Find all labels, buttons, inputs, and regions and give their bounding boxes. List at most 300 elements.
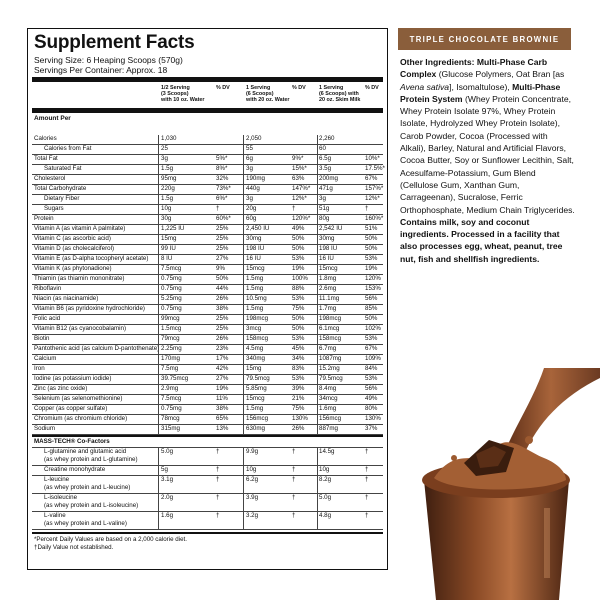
column-divider [158,205,159,214]
nutrient-label: Vitamin D (as cholecalciferol) [34,245,115,252]
column-divider [158,494,159,511]
column-divider [158,225,159,234]
dv-value: 88% [292,285,305,292]
dv-value: 53% [292,335,305,342]
column-divider [317,325,318,334]
dv-value: 67% [365,175,378,182]
amount-value: 30mg [246,235,262,242]
amount-value: 79.5mcg [246,375,270,382]
dv-value: † [216,466,220,473]
amount-value: 2.0g [161,494,174,501]
protein-system-label: Multi-Phase Protein System [400,81,561,104]
nutrient-label: Riboflavin [34,285,62,292]
cofactor-label [44,512,127,527]
nutrient-row [32,175,383,185]
nutrient-row [32,255,383,265]
column-divider [243,385,244,394]
amount-value: 198 IU [246,245,265,252]
column-divider [243,145,244,154]
nutrient-label: Protein [34,215,54,222]
dv-value: 19% [292,265,305,272]
amount-value: 10.5mg [246,295,267,302]
nutrient-row [32,195,383,205]
column-divider [317,375,318,384]
footnote: †Daily Value not established. [34,544,114,551]
column-divider [158,512,159,529]
droplet [451,455,457,461]
dv-value: † [365,476,369,483]
column-divider [317,205,318,214]
dv-value: 50% [292,325,305,332]
column-divider [243,295,244,304]
amount-value: 1.5g [161,195,174,202]
amount-value: 34mcg [319,395,338,402]
column-divider [243,255,244,264]
amount-value: 1.5mg [246,275,264,282]
amount-value: 16 IU [246,255,261,262]
amount-value: 5.0g [161,448,174,455]
column-divider [243,285,244,294]
column-divider [158,175,159,184]
column-divider [158,425,159,434]
dv-value: 83% [292,365,305,372]
droplet [525,436,533,444]
column-divider [243,476,244,493]
amount-value: 3.1g [161,476,174,483]
column-divider [243,305,244,314]
amount-value: 16 IU [319,255,334,262]
dv-value: 50% [292,235,305,242]
nutrient-row [32,355,383,365]
column-divider [158,215,159,224]
column-divider [317,448,318,465]
amount-value: 2,260 [319,135,335,142]
dv-value: † [292,512,296,519]
dv-value: 56% [365,295,378,302]
dv-value: 38% [216,305,229,312]
amount-value: 20g [246,205,257,212]
nutrient-row [32,155,383,165]
amount-value: 0.75mg [161,405,182,412]
nutrient-row [32,265,383,275]
column-divider [317,415,318,424]
column-divider [317,255,318,264]
amount-value: 1.5mcg [161,325,182,332]
cofactor-row [32,494,383,512]
amount-value: 5.85mg [246,385,267,392]
nutrient-row [32,215,383,225]
dv-value: 51% [365,225,378,232]
dv-value: † [365,205,369,212]
amount-value: 15mcg [246,265,265,272]
dv-value: 15%* [292,165,307,172]
allergen-statement: Contains milk, soy and coconut ingredients. Processed in a facility that also processes egg, wheat, peanut, tree nut, fish and shellfish ingredients. [400,216,563,264]
chocolate-shake-image [394,368,600,600]
column-divider [317,295,318,304]
column-divider [317,225,318,234]
column-divider [158,365,159,374]
column-divider [317,185,318,194]
amount-value: 630mg [246,425,265,432]
dv-value: 17.5%* [365,165,385,172]
column-divider [158,405,159,414]
column-divider [243,205,244,214]
amount-value: 1087mg [319,355,342,362]
amount-value: 2,050 [246,135,262,142]
nutrient-row [32,275,383,285]
column-divider [317,355,318,364]
dv-value: 50% [292,245,305,252]
dv-value: 100% [292,275,308,282]
nutrient-label: Vitamin B6 (as pyridoxine hydrochloride) [34,305,145,312]
column-divider [317,275,318,284]
col1-dv-header: % DV [216,85,230,91]
column-divider [243,355,244,364]
col1-header [161,85,205,103]
nutrient-row [32,315,383,325]
dv-value: 23% [216,345,229,352]
dv-value: † [216,494,220,501]
dv-value: † [292,448,296,455]
amount-value: 156mcg [246,415,269,422]
amount-value: 3.2g [246,512,259,519]
dv-value: 27% [216,375,229,382]
amount-value: 1.5mg [246,285,264,292]
dv-value: 50% [292,315,305,322]
dv-value: 5%* [216,155,228,162]
amount-value: 887mg [319,425,338,432]
dv-value: 9% [216,265,225,272]
nutrient-label: Cholesterol [34,175,66,182]
amount-value: 1.5mg [246,405,264,412]
amount-value: 440g [246,185,260,192]
amount-value: 39.75mcg [161,375,189,382]
dv-value: 53% [292,255,305,262]
amount-value: 5g [161,466,168,473]
column-divider [158,345,159,354]
nutrient-row [32,295,383,305]
amount-value: 60g [246,215,257,222]
column-divider [317,245,318,254]
column-divider [158,395,159,404]
amount-value: 1.5g [161,165,174,172]
cofactor-label-line: L-valine [44,512,66,519]
cofactor-label [44,466,105,474]
column-divider [243,155,244,164]
amount-value: 200mg [319,175,338,182]
column-divider [158,235,159,244]
column-divider [243,466,244,475]
dv-value: 53% [292,375,305,382]
dv-value: 21% [292,395,305,402]
nutrient-label: Copper (as copper sulfate) [34,405,108,412]
nutrient-label: Zinc (as zinc oxide) [34,385,88,392]
column-divider [243,335,244,344]
column-divider [317,395,318,404]
dv-value: 73%* [216,185,231,192]
amount-value: 1,030 [161,135,177,142]
nutrient-row [32,165,383,175]
nutrient-label: Vitamin A (as vitamin A palmitate) [34,225,126,232]
column-divider [317,265,318,274]
column-divider [317,155,318,164]
nutrient-row [32,405,383,415]
column-divider [243,425,244,434]
dv-value: 39% [292,385,305,392]
dv-value: 147%* [292,185,311,192]
dv-value: 42% [216,365,229,372]
amount-value: 471g [319,185,333,192]
amount-value: 30g [161,215,172,222]
dv-value: 38% [216,405,229,412]
column-divider [158,305,159,314]
dv-value: 53% [365,375,378,382]
amount-value: 1.7mg [319,305,337,312]
amount-value: 99mcg [161,315,180,322]
column-divider [243,325,244,334]
nutrient-row [32,205,383,215]
nutrient-row [32,385,383,395]
amount-value: 8 IU [161,255,173,262]
col1-header-line: 1/2 Serving [161,85,190,91]
amount-value: 55 [246,145,253,152]
dv-value: 12%* [292,195,307,202]
nutrient-label: Folic acid [34,315,61,322]
column-divider [158,185,159,194]
amount-value: 3g [246,195,253,202]
nutrient-row [32,305,383,315]
amount-value: 15mg [161,235,177,242]
dv-value: 27% [216,255,229,262]
cofactor-label-line: L-isoleucine [44,494,78,501]
amount-value: 198mcg [246,315,269,322]
cofactor-row [32,448,383,466]
amount-value: 158mcg [246,335,269,342]
nutrient-label: Sodium [34,425,55,432]
amount-value: 15mg [246,365,262,372]
column-divider [158,325,159,334]
nutrient-label: Niacin (as niacinamide) [34,295,99,302]
column-divider [317,345,318,354]
thick-rule [32,77,383,82]
cofactor-row [32,512,383,530]
ingredients-italic: Avena sativa [400,81,450,92]
nutrient-row [32,365,383,375]
footnote: *Percent Daily Values are based on a 2,000 calorie diet. [34,536,187,543]
column-divider [317,385,318,394]
amount-value: 78mcg [161,415,180,422]
col2-header [246,85,290,103]
amount-value: 6.2g [246,476,259,483]
amount-value: 95mg [161,175,177,182]
column-divider [158,245,159,254]
amount-per-label: Amount Per [34,115,71,122]
dv-value: 50% [216,275,229,282]
dv-value: 157%* [365,185,384,192]
amount-value: 220g [161,185,175,192]
ingredients-part: (Whey Protein Concentrate, Whey Protein Isolate 97%, Whey Protein Isolate, Hydrolyzed Whey Protein Isolate), Carob Powder, Cocoa (Processed with Alkali), Barley, Natural and Artificial Flavors, Cocoa Butter, Soy or Sunflower Lecithin, Salt, Acesulfame-Potassium, Gum Blend (Cellulose Gum, Xanthan Gum, Carrageenan), Sucralose, Ferric Orthophosphate, Medium Chain Triglycerides. [400,93,575,215]
dv-value: 6%* [216,195,228,202]
amount-value: 1.8mg [319,275,337,282]
ingredients-text [400,56,575,265]
amount-value: 30mg [319,235,335,242]
amount-value: 25 [161,145,168,152]
amount-value: 198 IU [319,245,338,252]
column-divider [243,275,244,284]
amount-value: 7.5mg [161,365,179,372]
column-divider [317,235,318,244]
column-divider [243,395,244,404]
column-divider [317,425,318,434]
col3-header [319,85,360,103]
dv-value: 160%* [365,215,384,222]
column-divider [243,494,244,511]
nutrient-row [32,335,383,345]
dv-value: 26% [292,425,305,432]
amount-value: 11.1mg [319,295,340,302]
serving-info [34,55,183,75]
column-divider [158,415,159,424]
column-divider [317,175,318,184]
nutrient-row [32,135,383,145]
dv-value: 56% [365,385,378,392]
nutrient-label: Calcium [34,355,57,362]
amount-value: 3mcg [246,325,262,332]
servings-per-container: Servings Per Container: Approx. 18 [34,65,168,75]
dv-value: 17% [216,355,229,362]
panel-title: Supplement Facts [34,32,195,53]
cofactor-label [44,448,138,463]
column-divider [317,335,318,344]
dv-value: 25% [216,245,229,252]
nutrient-label: Total Fat [34,155,58,162]
column-divider [317,305,318,314]
amount-value: 170mg [161,355,180,362]
dv-value: 109% [365,355,381,362]
column-divider [317,165,318,174]
column-divider [158,476,159,493]
column-divider [317,365,318,374]
supplement-facts-panel [27,28,388,570]
cofactor-label-line: (as whey protein and L-isoleucine) [44,501,139,509]
cofactor-label [44,476,130,491]
column-divider [243,215,244,224]
amount-value: 15mcg [319,265,338,272]
nutrient-label: Chromium (as chromium chloride) [34,415,128,422]
column-divider [317,315,318,324]
amount-value: 6g [246,155,253,162]
nutrient-label: Sugars [44,205,64,212]
col1-header-line: (3 Scoops) [161,91,189,97]
dv-value: † [365,494,369,501]
column-divider [317,466,318,475]
dv-value: 12%* [365,195,380,202]
amount-value: 198mcg [319,315,342,322]
dv-value: 130% [365,415,381,422]
dv-value: 10%* [365,155,380,162]
col2-header-line: 1 Serving [246,85,271,91]
dv-value: 49% [292,225,305,232]
dv-value: 65% [216,415,229,422]
amount-value: 4.8g [319,512,332,519]
dv-value: 75% [292,305,305,312]
dv-value: † [292,494,296,501]
amount-value: 9.9g [246,448,259,455]
dv-value: 153% [365,285,381,292]
dv-value: 8%* [216,165,228,172]
ingredients-part: ], Isomaltulose), [449,81,513,92]
nutrient-row [32,245,383,255]
cofactor-row [32,476,383,494]
column-divider [243,135,244,144]
nutrient-label: Calories from Fat [44,145,92,152]
amount-value: 7.5mcg [161,265,182,272]
amount-value: 15.2mg [319,365,340,372]
nutrient-label: Selenium (as selenomethionine) [34,395,123,402]
column-divider [158,285,159,294]
amount-value: 5.0g [319,494,332,501]
nutrient-row [32,145,383,155]
dv-value: 19% [365,265,378,272]
amount-value: 2.9mg [161,385,179,392]
column-divider [158,195,159,204]
nutrient-row [32,235,383,245]
amount-value: 7.5mcg [161,395,182,402]
dv-value: 32% [216,175,229,182]
col2-dv-header: % DV [292,85,306,91]
amount-value: 3g [246,165,253,172]
thick-rule [32,108,383,113]
nutrient-row [32,425,383,435]
dv-value: 26% [216,335,229,342]
cofactor-label-line: L-leucine [44,476,70,483]
nutrient-label: Vitamin E (as D-alpha tocopheryl acetate) [34,255,149,262]
nutrient-label: Iodine (as potassium iodide) [34,375,112,382]
nutrient-label: Pantothenic acid (as calcium D-pantothenate) [34,345,160,352]
dv-value: † [292,205,296,212]
column-divider [317,145,318,154]
nutrient-label: Iron [34,365,45,372]
column-divider [158,145,159,154]
dv-value: 67% [365,345,378,352]
dv-value: 120% [365,275,381,282]
col3-header-line: 1 Serving [319,85,344,91]
col2-header-line: (6 Scoops) [246,91,274,97]
dv-value: † [216,476,220,483]
col3-header-line: 20 oz. Skim Milk [319,97,361,103]
column-divider [158,466,159,475]
dv-value: 25% [216,235,229,242]
dv-value: 80% [365,405,378,412]
column-divider [158,448,159,465]
dv-value: 130% [292,415,308,422]
amount-value: 3g [161,155,168,162]
amount-value: 80g [319,215,330,222]
column-divider [317,405,318,414]
dv-value: 53% [292,295,305,302]
column-divider [158,315,159,324]
column-divider [243,415,244,424]
nutrient-row [32,395,383,405]
amount-value: 158mcg [319,335,342,342]
dv-value: 85% [365,305,378,312]
column-divider [317,135,318,144]
column-divider [158,385,159,394]
amount-value: 8.4mg [319,385,337,392]
column-divider [243,315,244,324]
amount-value: 0.75mg [161,285,182,292]
amount-value: 4.5mg [246,345,264,352]
